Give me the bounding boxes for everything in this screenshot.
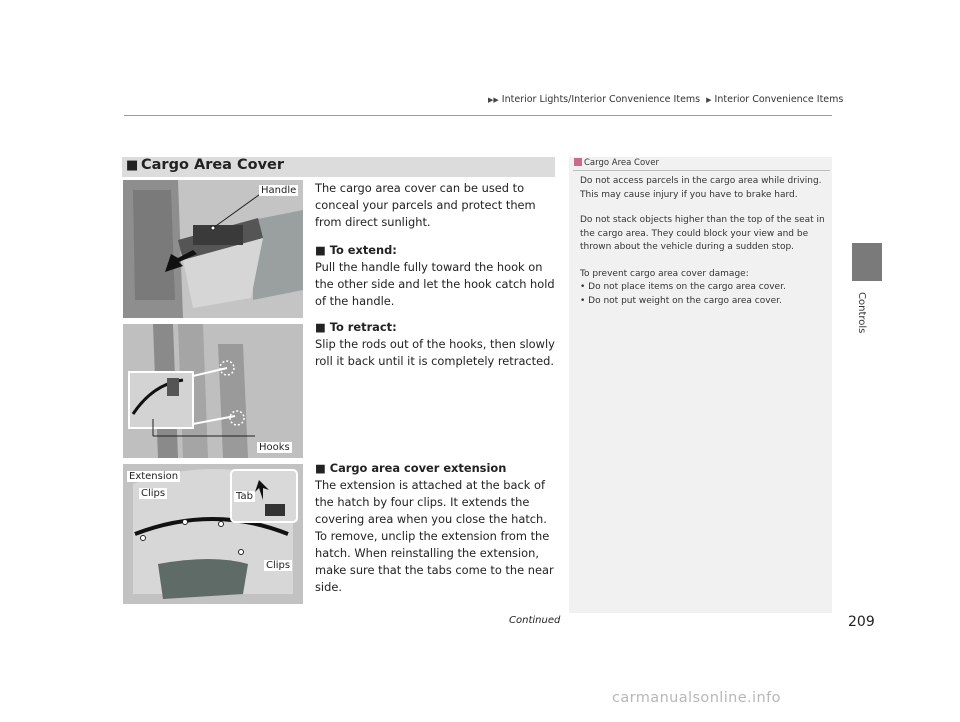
cargo-cover-hooks-illustration — [123, 324, 303, 458]
figure-label-tab: Tab — [236, 491, 253, 502]
figure-cargo-cover-extension — [123, 464, 303, 604]
subheading-text: Cargo area cover extension — [329, 461, 507, 475]
subheading-extension — [315, 461, 506, 475]
extend-paragraph: Pull the handle fully toward the hook on the other side and let the hook catch hold of the handle. — [315, 260, 555, 308]
notes-paragraph-3: To prevent cargo area cover damage: — [580, 269, 749, 279]
breadcrumb-item: Interior Lights/Interior Convenience Items — [501, 94, 701, 105]
subheading-text: To retract: — [329, 320, 397, 334]
notes-bullet-1 — [580, 282, 786, 292]
bullet-text: Do not place items on the cargo area cover. — [588, 282, 786, 292]
notes-heading-text: Cargo Area Cover — [584, 158, 659, 168]
retract-paragraph: Slip the rods out of the hooks, then slowly roll it back until it is completely retracted. — [315, 337, 555, 368]
notes-rule — [573, 170, 830, 171]
square-icon: ■ — [126, 158, 139, 173]
section-title: Cargo Area Cover — [141, 157, 285, 173]
notes-paragraph-2: Do not stack objects higher than the top of the seat in the cargo area. They could block your view and be thrown about the vehicle during a sudden stop. — [580, 215, 825, 252]
triangle-right-icon: ▶ — [706, 96, 712, 104]
chapter-tab-text: Controls — [856, 292, 867, 334]
watermark: carmanualsonline.info — [612, 690, 781, 706]
notes-heading — [574, 158, 659, 168]
cargo-cover-extension-illustration — [123, 464, 303, 604]
figure-label-handle: Handle — [261, 185, 297, 196]
figure-cargo-cover-hooks — [123, 324, 303, 458]
square-icon: ■ — [315, 461, 330, 475]
bullet-icon: • — [580, 296, 589, 306]
cargo-cover-handle-illustration — [123, 180, 303, 318]
continued-label: Continued — [509, 615, 561, 626]
page-number: 209 — [848, 614, 875, 630]
header-rule — [124, 115, 832, 116]
figure-cargo-cover-handle — [123, 180, 303, 318]
intro-paragraph: The cargo area cover can be used to conceal your parcels and protect them from direct sunlight. — [315, 181, 536, 229]
square-icon: ■ — [315, 243, 330, 257]
notes-bullet-2 — [580, 296, 782, 306]
figure-label-hooks: Hooks — [259, 442, 290, 453]
square-icon: ■ — [315, 320, 330, 334]
triangle-right-icon: ▶▶ — [488, 96, 499, 104]
figure-label-extension: Extension — [129, 471, 179, 482]
figure-label-clips-bottom: Clips — [266, 560, 291, 571]
figure-label-clips-top: Clips — [141, 488, 166, 499]
chapter-tab-marker — [852, 243, 882, 281]
breadcrumb-item: Interior Convenience Items — [714, 94, 844, 105]
chapter-tab-label — [848, 282, 878, 342]
subheading-extend — [315, 243, 397, 257]
subheading-retract — [315, 320, 397, 334]
subheading-text: To extend: — [329, 243, 397, 257]
bullet-icon: • — [580, 282, 589, 292]
bullet-text: Do not put weight on the cargo area cover. — [588, 296, 782, 306]
extension-paragraph: The extension is attached at the back of the hatch by four clips. It extends the covering area when you close the hatch. To remove, unclip the extension from the hatch. When reinstalling the extension, make sure that the tabs come to the near side. — [315, 478, 554, 594]
section-heading-bar — [122, 157, 555, 177]
breadcrumb — [488, 94, 843, 105]
reference-icon — [574, 158, 582, 166]
notes-paragraph-1: Do not access parcels in the cargo area while driving. This may cause injury if you have to brake hard. — [580, 176, 822, 200]
